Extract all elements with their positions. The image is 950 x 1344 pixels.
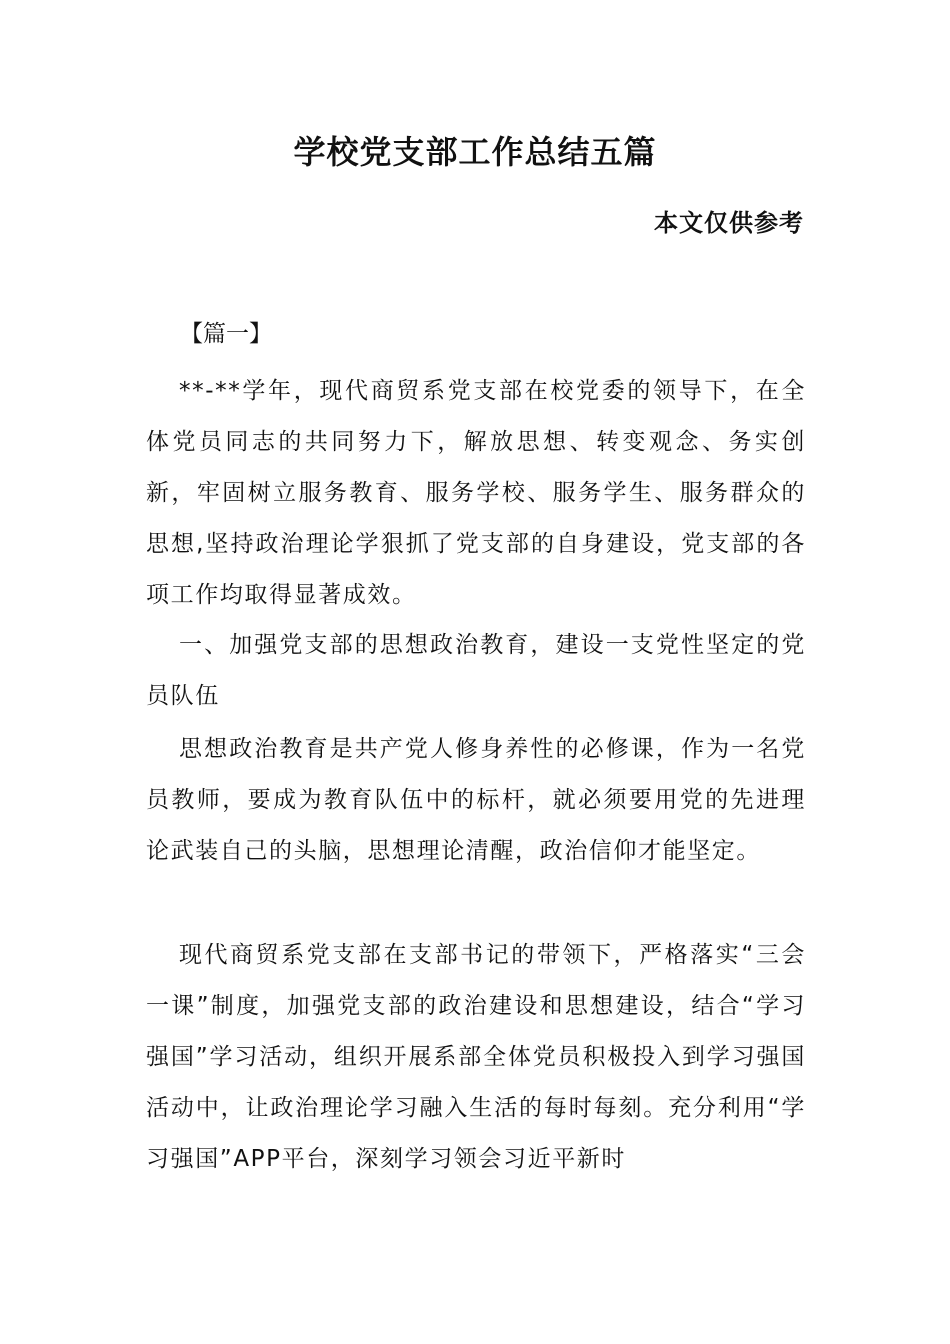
document-title: 学校党支部工作总结五篇 xyxy=(293,133,657,171)
section-label: 【篇一】 xyxy=(180,321,272,347)
paragraph-education: 思想政治教育是共产党人修身养性的必修课，作为一名党员教师，要成为教育队伍中的标杆，就必须要用党的先进理论武装自己的头脑，思想理论清醒，政治信仰才能坚定。 xyxy=(146,736,806,864)
reference-note: 本文仅供参考 xyxy=(654,208,804,237)
paragraph-intro: **-**学年，现代商贸系党支部在校党委的领导下，在全体党员同志的共同努力下，解放思想、转变观念、务实创新，牢固树立服务教育、服务学校、服务学生、服务群众的思想,坚持政治理论学狠抓了党支部的自身建设，党支部的各项工作均取得显著成效。 xyxy=(146,378,806,608)
paragraph-heading-one: 一、加强党支部的思想政治教育，建设一支党性坚定的党员队伍 xyxy=(146,632,806,709)
paragraph-study: 现代商贸系党支部在支部书记的带领下，严格落实“三会一课”制度，加强党支部的政治建设和思想建设，结合“学习强国”学习活动，组织开展系部全体党员积极投入到学习强国活动中，让政治理论学习融入生活的每时每刻。充分利用“学习强国”APP平台，深刻学习领会习近平新时 xyxy=(146,942,806,1172)
